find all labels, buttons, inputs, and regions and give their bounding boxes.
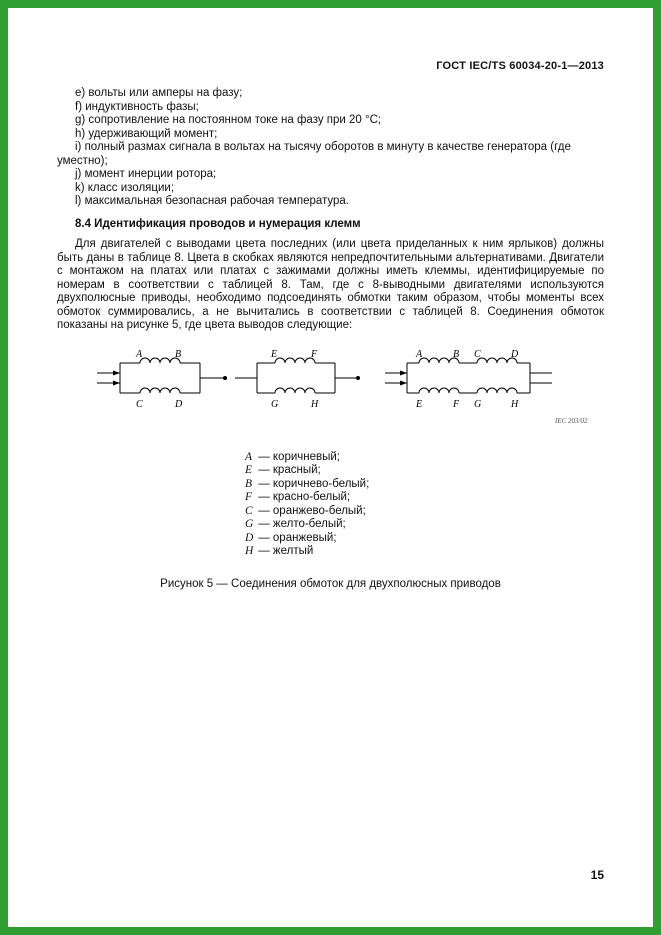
- winding-label: B: [453, 348, 460, 360]
- legend-letter: F: [245, 491, 253, 503]
- winding-label: F: [453, 398, 460, 410]
- winding-label: C: [136, 398, 143, 410]
- lead-arrow-icon: [113, 380, 120, 385]
- legend-row: [245, 451, 604, 465]
- winding-label: D: [175, 398, 183, 410]
- legend-text: — коричневый;: [258, 450, 341, 463]
- list-item: j) момент инерции ротора;: [75, 168, 217, 180]
- legend-letter: C: [245, 504, 253, 517]
- winding-label: D: [511, 348, 519, 360]
- winding-label: H: [511, 398, 519, 410]
- list-item: l) максимальная безопасная рабочая температура.: [75, 195, 350, 207]
- legend-text: — оранжево-белый;: [258, 504, 366, 517]
- figure-caption: Рисунок 5 — Соединения обмоток для двухполюсных приводов: [160, 577, 501, 590]
- legend-row: [245, 464, 604, 478]
- winding-label: G: [474, 398, 482, 410]
- lead-arrow-icon: [400, 370, 407, 375]
- legend-text: — коричнево-белый;: [258, 477, 370, 490]
- page-content: [8, 8, 653, 590]
- legend-letter: H: [245, 545, 254, 557]
- list-item: h) удерживающий момент;: [75, 127, 218, 140]
- list-item: e) вольты или амперы на фазу;: [75, 87, 243, 99]
- winding-label: F: [311, 348, 318, 360]
- section-heading: 8.4 Идентификация проводов и нумерация клемм: [75, 217, 361, 230]
- legend-row: [245, 478, 604, 492]
- legend-row: [245, 491, 604, 505]
- figure-5: [85, 343, 604, 429]
- terminal-dot: [356, 376, 360, 380]
- winding-label: E: [271, 348, 278, 360]
- coil-CD: [120, 388, 200, 393]
- winding-label: C: [474, 348, 481, 360]
- list-item: g) сопротивление на постоянном токе на фазу при 20 °C;: [75, 114, 382, 126]
- winding-label: A: [416, 348, 423, 360]
- color-legend: [245, 451, 604, 559]
- coil-EF-GH: [407, 388, 530, 393]
- winding-label: E: [416, 398, 423, 410]
- winding-label: B: [175, 348, 182, 360]
- winding-label: H: [311, 398, 319, 410]
- legend-text: — красно-белый;: [258, 491, 351, 503]
- list-item: k) класс изоляции;: [75, 181, 175, 194]
- lead-lines: [385, 373, 407, 383]
- legend-row: [245, 518, 604, 532]
- coil-AB: [120, 358, 200, 363]
- legend-row: [245, 545, 604, 559]
- legend-letter: E: [245, 464, 253, 476]
- legend-text: — оранжевый;: [258, 531, 337, 544]
- legend-text: — красный;: [258, 464, 321, 476]
- coil-EF: [257, 358, 335, 363]
- legend-text: — желто-белый;: [258, 518, 346, 530]
- list-item: f) индуктивность фазы;: [75, 100, 199, 113]
- list-item: i) полный размах сигнала в вольтах на тысячу оборотов в минуту в качестве генератора (где уместно);: [57, 141, 571, 167]
- document-header: ГОСТ IEC/TS 60034-20-1—2013: [436, 60, 604, 72]
- legend-letter: B: [245, 477, 253, 490]
- legend-row: [245, 532, 604, 546]
- winding-diagrams: [85, 343, 613, 429]
- page-number: 15: [590, 868, 604, 882]
- legend-letter: D: [245, 531, 254, 544]
- legend-letter: G: [245, 518, 254, 530]
- coil-GH: [257, 388, 335, 393]
- lead-lines: [97, 373, 120, 383]
- winding-label: A: [136, 348, 143, 360]
- iec-reference: IEC 203/02: [555, 416, 588, 425]
- lead-arrow-icon: [400, 380, 407, 385]
- legend-row: [245, 505, 604, 519]
- body-paragraph: Для двигателей с выводами цвета последних (или цвета приделанных к ним ярлыков) должны быть даны в таблице 8. Цвета в скобках являются непредпочтительными альтернативами. Двигатели с монтажом на платах или платах с зажимами должны иметь клеммы, идентифицируемые по номерам в соответствии с таблицей 8. Там, где с 8-выводными двигателями используются двухполюсные приводы, необходимо подсоединять обмотки таким образом, чтобы моменты всех обмоток суммировались, а не вычитались в соответствии с таблицей 8. Соединения обмоток показаны на рисунке 5, где цвета выводов следующие:: [57, 238, 604, 331]
- winding-label: G: [271, 398, 279, 410]
- legend-letter: A: [245, 450, 253, 463]
- spec-list: [57, 87, 604, 209]
- terminal-dot: [223, 376, 227, 380]
- lead-arrow-icon: [113, 370, 120, 375]
- legend-text: — желтый: [258, 545, 314, 557]
